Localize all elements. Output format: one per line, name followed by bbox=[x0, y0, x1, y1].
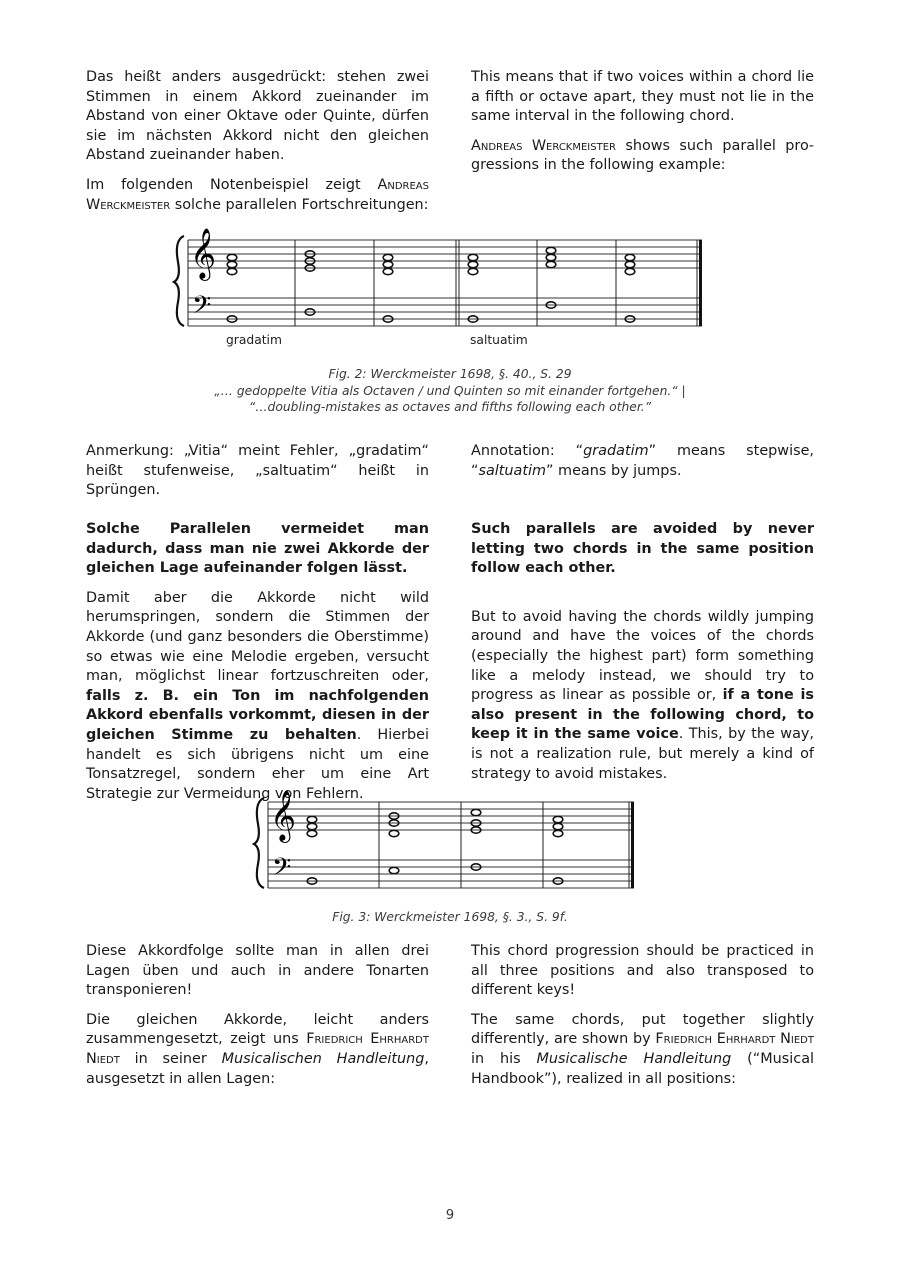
bass-clef-icon: 𝄢 bbox=[192, 291, 212, 326]
en-niedt-paragraph: The same chords, put together slightly differently, are shown by Friedrich Ehrhardt Niedt in his Musicalische Handleitung (“Musical Handbook”), realized in all positions: bbox=[471, 1011, 815, 1087]
de-rule-paragraph: Solche Parallelen vermeidet man dadurch, dass man nie zwei Akkorde der gleichen Lage aufeinander folgen lässt. bbox=[86, 521, 429, 577]
en-rule-paragraph: Such parallels are avoided by never letting two chords in the same position follow each other. bbox=[471, 521, 814, 577]
de-annotation: Anmerkung: „Vitia“ meint Fehler, „gradatim“ heißt stufenweise, „saltuatim“ heißt in Sprüngen. bbox=[86, 443, 429, 499]
figure3-caption: Fig. 3: Werckmeister 1698, §. 3., S. 9f. bbox=[332, 910, 568, 924]
de-niedt-paragraph: Die gleichen Akkorde, leicht anders zusammengesetzt, zeigt uns Friedrich Ehrhardt Niedt in seiner Musicalischen Handleitung, ausgesetzt in allen Lagen: bbox=[86, 1011, 429, 1087]
english-column-middle bbox=[471, 520, 814, 794]
en-example-intro-paragraph: Andreas Werckmeister shows such parallel progressions in the following example: bbox=[471, 137, 814, 174]
figure2-caption: Fig. 2: Werckmeister 1698, §. 40., S. 29 „… gedoppelte Vitia als Octaven / und Quinten so mit einander fortgehen.“ | “…doubling-mistakes as octaves and fifths following each other.” bbox=[214, 367, 686, 414]
en-strategy-paragraph: But to avoid having the chords wildly jumping around and have the voices of the chords (especially the highest part) form something like a melody instead, we should try to progress as linear as possible or, if a tone is also present in the following chord, to keep it in the same voice. This, by the way, is not a realization rule, but merely a kind of strategy to avoid mistakes. bbox=[471, 608, 814, 782]
en-intro-paragraph: This means that if two voices within a chord lie a fifth or octave apart, they must not lie in the same interval in the following chord. bbox=[471, 69, 814, 125]
author-name: Andreas Werckmeister bbox=[86, 176, 429, 213]
english-column-bottom bbox=[471, 942, 814, 1099]
german-column-middle bbox=[86, 520, 429, 814]
author-name: Andreas Werckmeister bbox=[471, 137, 616, 154]
label-gradatim: gradatim bbox=[226, 333, 282, 347]
de-strategy-paragraph: Damit aber die Akkorde nicht wild herumspringen, sondern die Stimmen der Akkorde (und ganz besonders die Oberstimme) so etwas wie eine Melodie ergeben, versucht man, möglichst linear fortzuschreiten oder, falls z. B. ein Ton im nachfolgenden Akkord ebenfalls vorkommt, diesen in der gleichen Stimme zu behalten. Hierbei handelt es sich übrigens nicht um eine Tonsatzregel, sondern eher um eine Art Strategie zur Vermeidung von Fehlern. bbox=[86, 589, 429, 802]
label-saltuatim: saltuatim bbox=[470, 333, 528, 347]
bass-clef-icon: 𝄢 bbox=[272, 853, 292, 888]
brace bbox=[174, 236, 184, 326]
en-practice-paragraph: This chord progression should be practiced in all three positions and also transposed to different keys! bbox=[471, 943, 814, 999]
page-number: 9 bbox=[445, 1208, 455, 1223]
de-example-intro-paragraph: Im folgenden Notenbeispiel zeigt Andreas Werckmeister solche parallelen Fortschreitungen: bbox=[86, 176, 429, 213]
de-intro-paragraph: Das heißt anders ausgedrückt: stehen zwei Stimmen in einem Akkord zueinander im Abstand von einer Oktave oder Quinte, dürfen sie im nächsten Akkord nicht den gleichen Abstand zueinander haben. bbox=[86, 69, 429, 164]
de-practice-paragraph: Diese Akkordfolge sollte man in allen drei Lagen üben und auch in andere Tonarten transponieren! bbox=[86, 943, 429, 999]
en-annotation: Annotation: “gradatim” means stepwise, “saltuatim” means by jumps. bbox=[471, 443, 814, 479]
author-name: Friedrich Ehrhardt Niedt bbox=[86, 1031, 429, 1067]
german-column-bottom bbox=[86, 942, 429, 1099]
english-column-top bbox=[471, 68, 814, 186]
figure2-score bbox=[170, 222, 710, 332]
german-column-top bbox=[86, 68, 429, 225]
author-name: Friedrich Ehrhardt Niedt bbox=[655, 1031, 814, 1048]
figure3-score bbox=[250, 784, 640, 892]
brace bbox=[254, 798, 264, 888]
treble-clef-icon: 𝄞 bbox=[270, 790, 297, 841]
treble-clef-icon: 𝄞 bbox=[190, 228, 217, 279]
